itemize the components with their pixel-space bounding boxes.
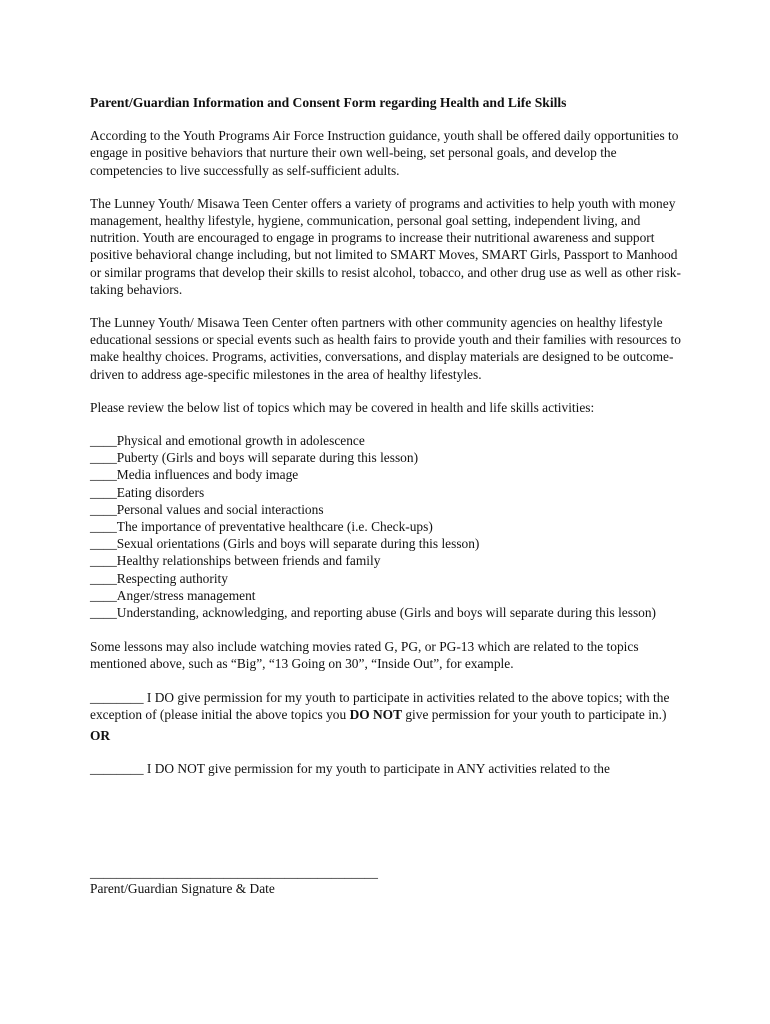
consent-no-statement: ________ I DO NOT give permission for my youth to participate in ANY activities related to the <box>90 761 610 777</box>
topic-item: ____Puberty (Girls and boys will separate during this lesson) <box>90 450 419 466</box>
or-separator: OR <box>90 728 111 744</box>
movies-note: Some lessons may also include watching movies rated G, PG, or PG-13 which are related to the topics mentioned above, such as “Big”, “13 Going on 30”, “Inside Out”, for example. <box>90 639 639 672</box>
topic-item: ____The importance of preventative healthcare (i.e. Check-ups) <box>90 519 433 535</box>
topic-item: ____Media influences and body image <box>90 467 299 483</box>
consent-yes-statement <box>90 689 690 723</box>
programs-paragraph: The Lunney Youth/ Misawa Teen Center offers a variety of programs and activities to help youth with money management, healthy lifestyle, hygiene, communication, personal goal setting, independent living, and nutrition. Youth are encouraged to engage in programs to increase their nutritional awareness and support positive behavioral change including, but not limited to SMART Moves, SMART Girls, Passport to Manhood or similar programs that develop their skills to resist alcohol, tobacco, and other drug use as well as other risk-taking behaviors. <box>90 195 681 297</box>
topic-item: ____Physical and emotional growth in adolescence <box>90 433 365 449</box>
signature-label: Parent/Guardian Signature & Date <box>90 881 275 896</box>
topic-list <box>90 432 690 621</box>
topic-item: ____Healthy relationships between friends and family <box>90 553 381 569</box>
topic-item: ____Sexual orientations (Girls and boys will separate during this lesson) <box>90 536 480 552</box>
partners-paragraph: The Lunney Youth/ Misawa Teen Center often partners with other community agencies on healthy lifestyle educational sessions or special events such as health fairs to provide youth and their families with resources to make healthy choices. Programs, activities, conversations, and display materials are designed to be outcome-driven to address age-specific milestones in the area of healthy lifestyles. <box>90 315 681 382</box>
topic-item: ____Eating disorders <box>90 484 205 500</box>
intro-paragraph: According to the Youth Programs Air Force Instruction guidance, youth shall be offered daily opportunities to engage in positive behaviors that nurture their own well-being, set personal goals, and develop the competencies to live successfully as self-sufficient adults. <box>90 128 679 178</box>
consent-yes-suffix: give permission for your youth to participate in.) <box>402 706 667 722</box>
consent-yes-prefix: ________ I DO give permission for my youth to participate in activities related to the above topics; with the exception of (please initial the above topics you <box>90 689 670 722</box>
consent-form <box>90 94 690 794</box>
topic-item: ____Personal values and social interactions <box>90 501 324 517</box>
signature-line: ___________________________________________ <box>90 865 378 880</box>
topic-item: ____Respecting authority <box>90 570 228 586</box>
form-title: Parent/Guardian Information and Consent Form regarding Health and Life Skills <box>90 95 567 110</box>
consent-yes-emphasis: DO NOT <box>349 706 403 722</box>
topic-item: ____Anger/stress management <box>90 587 256 603</box>
topic-item: ____Understanding, acknowledging, and reporting abuse (Girls and boys will separate during this lesson) <box>90 605 657 621</box>
review-instruction: Please review the below list of topics which may be covered in health and life skills activities: <box>90 399 595 415</box>
